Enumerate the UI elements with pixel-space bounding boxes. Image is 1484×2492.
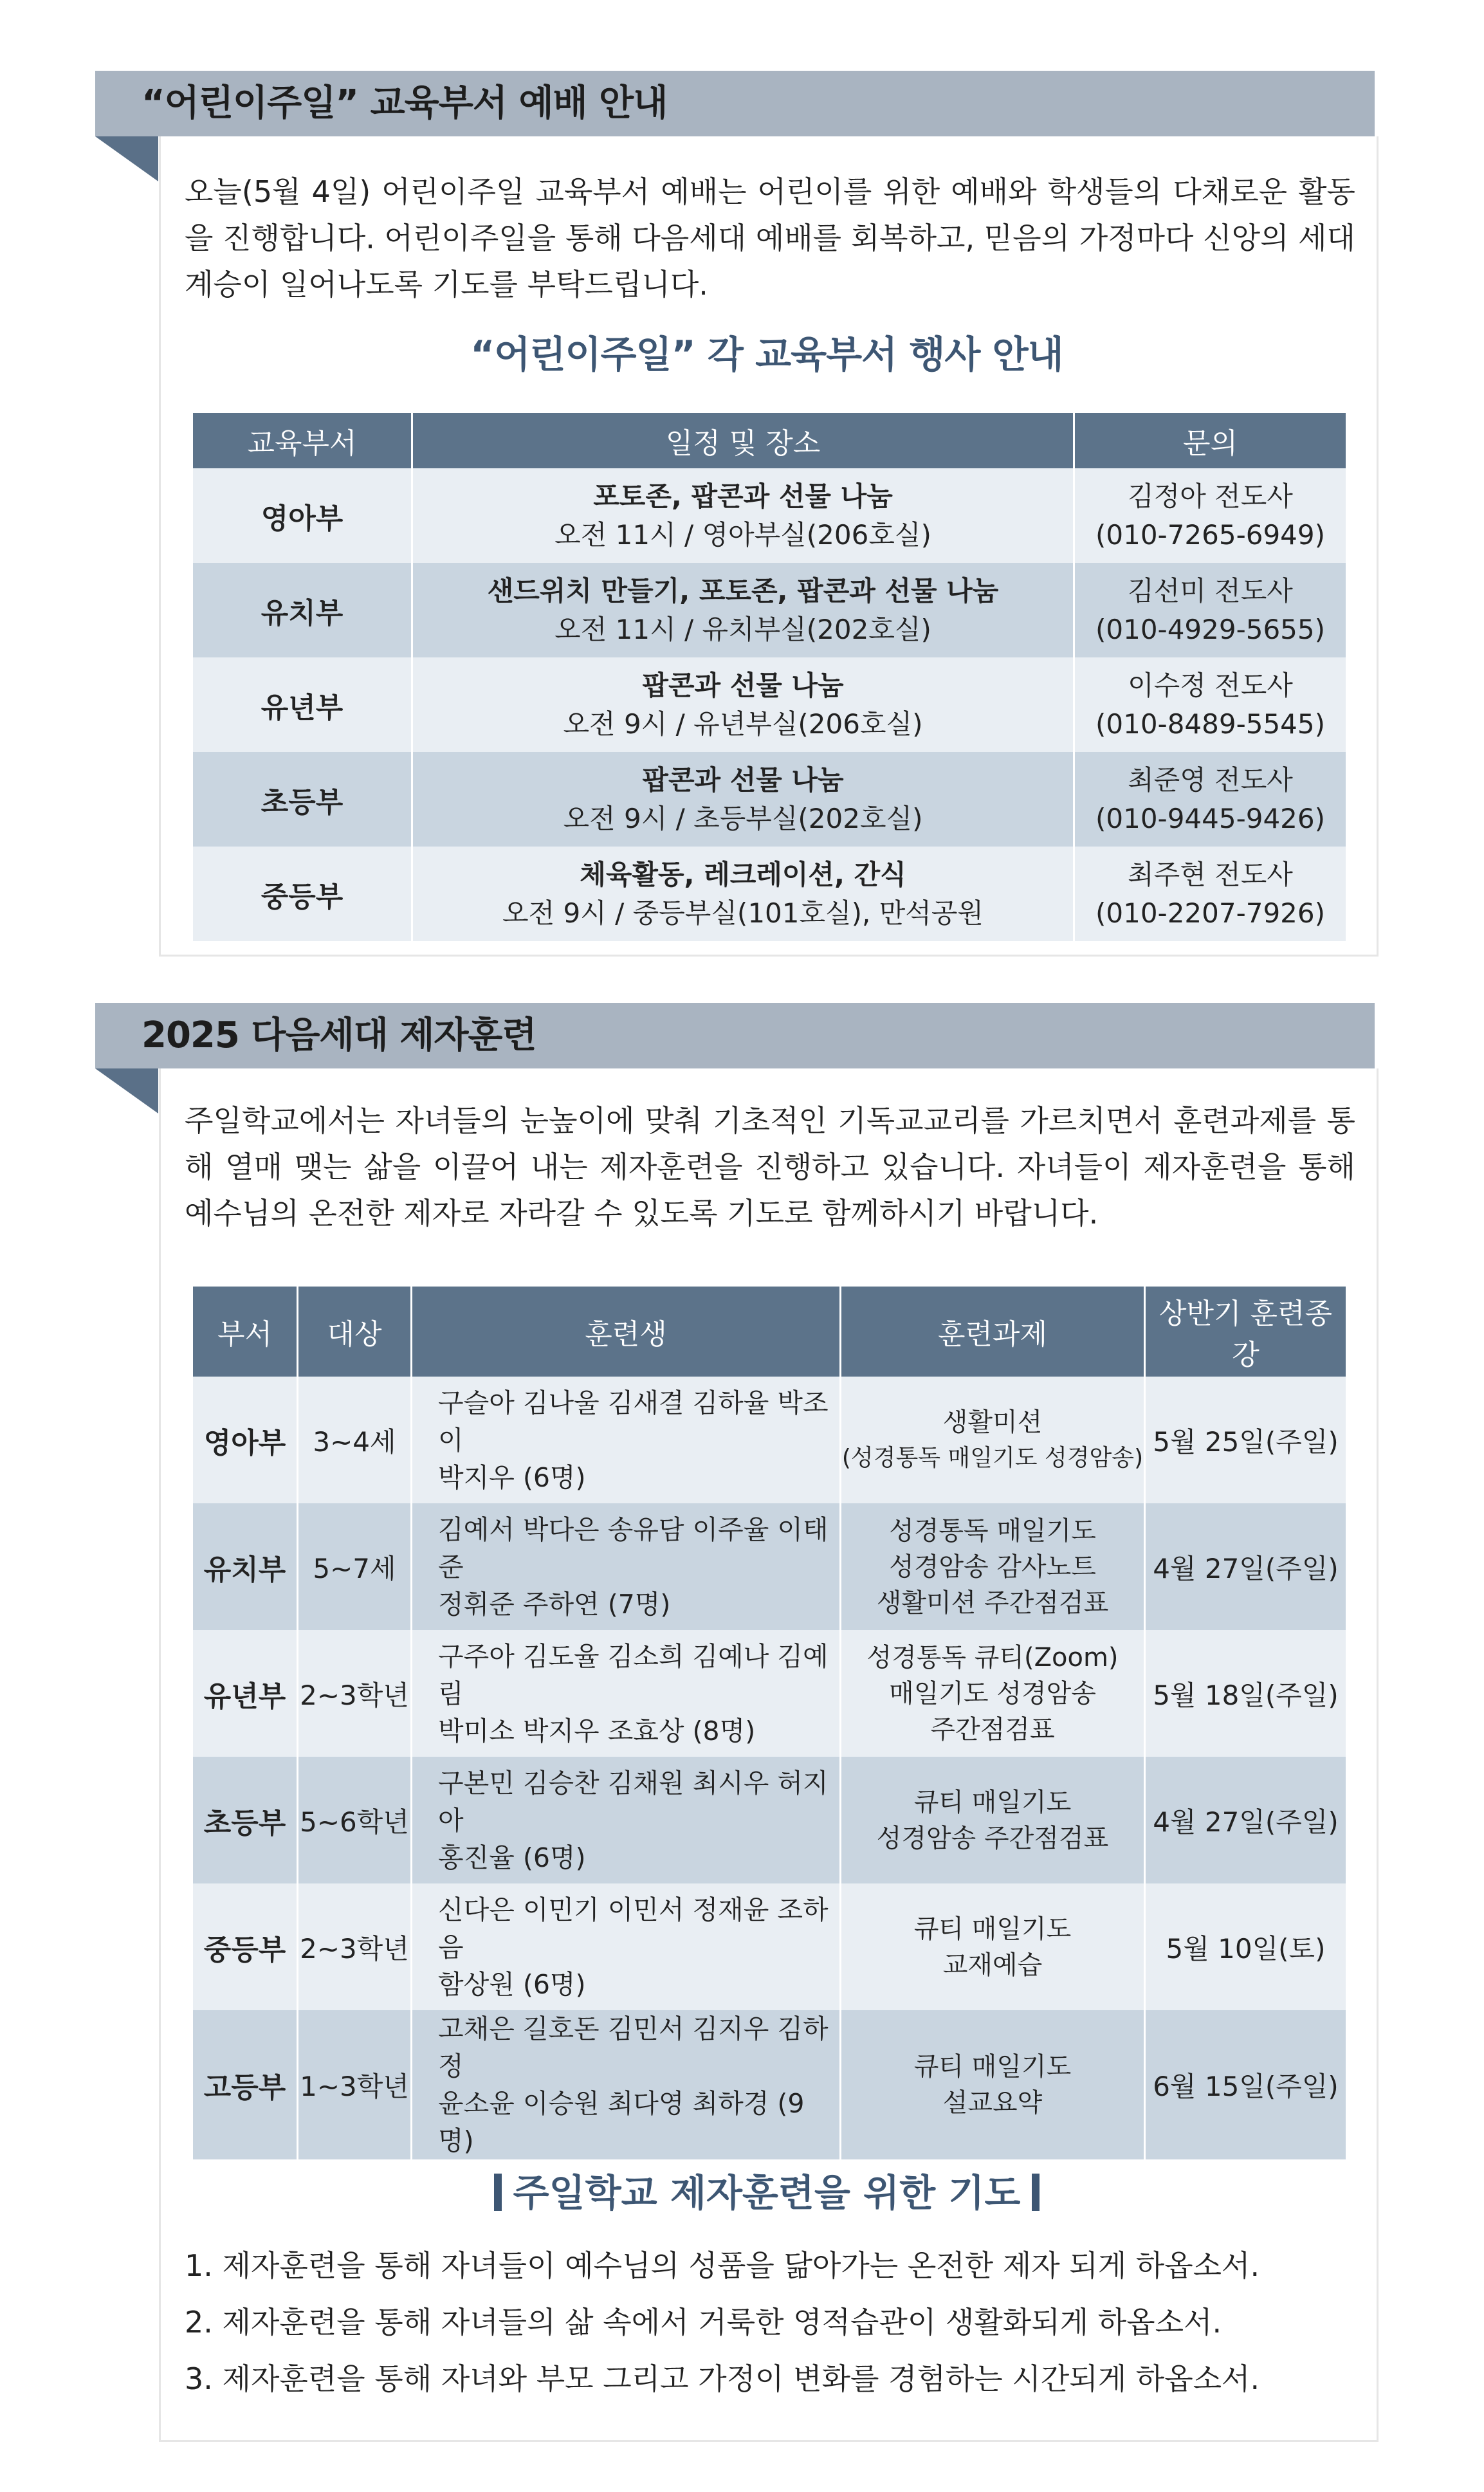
tasks-cell — [841, 1630, 1145, 1757]
target-cell: 5~6학년 — [298, 1757, 412, 1883]
task-line: 주간점검표 — [930, 1714, 1055, 1745]
header-dept: 부서 — [192, 1287, 298, 1377]
title-bar-left — [494, 2174, 502, 2211]
header-trainees: 훈련생 — [412, 1287, 841, 1377]
dept-cell: 유년부 — [192, 657, 412, 752]
task-line: 생활미션 — [942, 1407, 1043, 1437]
table-row — [192, 2010, 1347, 2159]
event-table-header — [192, 413, 1347, 468]
contact-cell — [1074, 563, 1347, 657]
header-end-date: 상반기 훈련종강 — [1145, 1287, 1347, 1377]
header-schedule: 일정 및 장소 — [412, 413, 1074, 468]
tasks-cell — [841, 1757, 1145, 1883]
contact-phone: (010-9445-9426) — [1095, 802, 1326, 834]
event-time: 오전 9시 / 중등부실(101호실), 만석공원 — [502, 897, 984, 929]
prayer-item: 3. 제자훈련을 통해 자녀와 부모 그리고 가정이 변화를 경험하는 시간되게 하옵소서. — [185, 2361, 1260, 2396]
task-line: 성경통독 큐티(Zoom) — [866, 1642, 1119, 1672]
tasks-cell — [841, 2010, 1145, 2159]
contact-cell — [1074, 847, 1347, 941]
event-name: 팝콘과 선물 나눔 — [642, 764, 844, 796]
title-bar-right — [1032, 2174, 1040, 2211]
table-row — [192, 468, 1347, 563]
trainees-line: 신다은 이민기 이민서 정재윤 조하음 — [438, 1894, 829, 1963]
target-cell: 1~3학년 — [298, 2010, 412, 2159]
task-line: 성경통독 매일기도 — [889, 1516, 1096, 1546]
trainees-line: 정휘준 주하연 (7명) — [438, 1588, 671, 1620]
contact-cell — [1074, 752, 1347, 847]
schedule-cell — [412, 657, 1074, 752]
contact-name: 최주현 전도사 — [1128, 858, 1293, 890]
dept-cell: 중등부 — [192, 1883, 298, 2010]
dept-cell: 초등부 — [192, 752, 412, 847]
contact-name: 이수정 전도사 — [1128, 669, 1293, 701]
schedule-cell — [412, 563, 1074, 657]
end-date-cell: 4월 27일(주일) — [1145, 1757, 1347, 1883]
end-date-cell: 5월 25일(주일) — [1145, 1377, 1347, 1503]
dept-cell: 유치부 — [192, 563, 412, 657]
end-date-cell: 6월 15일(주일) — [1145, 2010, 1347, 2159]
task-line: (성경통독 매일기도 성경암송) — [841, 1444, 1144, 1471]
event-name: 포토존, 팝콘과 선물 나눔 — [593, 480, 893, 512]
trainees-line: 김예서 박다은 송유담 이주율 이태준 — [438, 1514, 829, 1582]
dept-cell: 유치부 — [192, 1503, 298, 1630]
event-table — [191, 413, 1348, 941]
dept-cell: 중등부 — [192, 847, 412, 941]
tasks-cell — [841, 1377, 1145, 1503]
trainees-line: 홍진율 (6명) — [438, 1842, 586, 1873]
dept-cell: 고등부 — [192, 2010, 298, 2159]
trainees-line: 박지우 (6명) — [438, 1461, 586, 1493]
trainees-cell — [412, 1883, 841, 2010]
contact-cell — [1074, 657, 1347, 752]
end-date-cell: 4월 27일(주일) — [1145, 1503, 1347, 1630]
end-date-cell: 5월 18일(주일) — [1145, 1630, 1347, 1757]
target-cell: 2~3학년 — [298, 1630, 412, 1757]
trainees-line: 구본민 김승찬 김채원 최시우 허지아 — [438, 1767, 829, 1836]
trainees-line: 함상원 (6명) — [438, 1968, 586, 2000]
section1-intro: 오늘(5월 4일) 어린이주일 교육부서 예배는 어린이를 위한 예배와 학생들의 다채로운 활동을 진행합니다. 어린이주일을 통해 다음세대 예배를 회복하고, 믿음의 가정마다 신앙의 세대계승이 일어나도록 기도를 부탁드립니다. — [185, 174, 1355, 302]
task-line: 매일기도 성경암송 — [889, 1678, 1096, 1709]
table-row — [192, 1630, 1347, 1757]
contact-name: 김정아 전도사 — [1128, 480, 1293, 512]
prayer-item: 1. 제자훈련을 통해 자녀들이 예수님의 성품을 닮아가는 온전한 제자 되게 하옵소서. — [185, 2248, 1260, 2283]
contact-phone: (010-8489-5545) — [1095, 708, 1326, 740]
header-target: 대상 — [298, 1287, 412, 1377]
prayer-item: 2. 제자훈련을 통해 자녀들의 삶 속에서 거룩한 영적습관이 생활화되게 하옵소서. — [185, 2305, 1222, 2340]
task-line: 큐티 매일기도 — [913, 2052, 1072, 2082]
schedule-cell — [412, 847, 1074, 941]
event-time: 오전 9시 / 유년부실(206호실) — [563, 708, 923, 740]
trainees-line: 박미소 박지우 조효상 (8명) — [438, 1715, 756, 1746]
header-dept: 교육부서 — [192, 413, 412, 468]
event-name: 샌드위치 만들기, 포토존, 팝콘과 선물 나눔 — [487, 574, 999, 607]
trainees-cell — [412, 1503, 841, 1630]
section1-banner-fold — [95, 136, 158, 181]
section2-intro: 주일학교에서는 자녀들의 눈높이에 맞춰 기초적인 기독교교리를 가르치면서 훈련과제를 통해 열매 맺는 삶을 이끌어 내는 제자훈련을 진행하고 있습니다. 자녀들이 제자훈련을 통해 예수님의 온전한 제자로 자라갈 수 있도록 기도로 함께하시기 바랍니다. — [185, 1103, 1355, 1231]
task-line: 성경암송 감사노트 — [889, 1552, 1096, 1582]
schedule-cell — [412, 752, 1074, 847]
table-row — [192, 657, 1347, 752]
event-name: 체육활동, 레크레이션, 간식 — [580, 858, 906, 890]
target-cell: 5~7세 — [298, 1503, 412, 1630]
table-row — [192, 1757, 1347, 1883]
contact-name: 최준영 전도사 — [1128, 764, 1293, 796]
event-name: 팝콘과 선물 나눔 — [642, 669, 844, 701]
table-row — [192, 1377, 1347, 1503]
target-cell: 2~3학년 — [298, 1883, 412, 2010]
table-row — [192, 1883, 1347, 2010]
trainees-cell — [412, 1377, 841, 1503]
dept-cell: 영아부 — [192, 1377, 298, 1503]
section2-banner-fold — [95, 1068, 158, 1113]
training-table-header — [192, 1287, 1347, 1377]
trainees-line: 구주아 김도율 김소희 김예나 김예림 — [438, 1640, 829, 1709]
event-time: 오전 9시 / 초등부실(202호실) — [563, 802, 923, 834]
trainees-cell — [412, 2010, 841, 2159]
table-row — [192, 847, 1347, 941]
task-line: 설교요약 — [942, 2088, 1043, 2118]
tasks-cell — [841, 1503, 1145, 1630]
dept-cell: 영아부 — [192, 468, 412, 563]
task-line: 큐티 매일기도 — [913, 1787, 1072, 1817]
header-tasks: 훈련과제 — [841, 1287, 1145, 1377]
dept-cell: 유년부 — [192, 1630, 298, 1757]
dept-cell: 초등부 — [192, 1757, 298, 1883]
section2-banner — [95, 1003, 1375, 1068]
section1-banner — [95, 71, 1375, 136]
task-line: 교재예습 — [942, 1950, 1043, 1980]
trainees-line: 구슬아 김나울 김새결 김하율 박조이 — [438, 1387, 829, 1456]
table-row — [192, 1503, 1347, 1630]
section2-title: 2025 다음세대 제자훈련 — [142, 1014, 536, 1056]
event-time: 오전 11시 / 유치부실(202호실) — [554, 613, 931, 645]
header-contact: 문의 — [1074, 413, 1347, 468]
section1-title: “어린이주일” 교육부서 예배 안내 — [142, 82, 668, 124]
prayer-title — [159, 2163, 1375, 2217]
end-date-cell: 5월 10일(토) — [1145, 1883, 1347, 2010]
trainees-line: 윤소윤 이승원 최다영 최하경 (9명) — [438, 2088, 805, 2156]
target-cell: 3~4세 — [298, 1377, 412, 1503]
table-row — [192, 752, 1347, 847]
section1-subtitle: “어린이주일” 각 교육부서 행사 안내 — [470, 333, 1063, 376]
prayer-list — [185, 2237, 1355, 2407]
task-line: 성경암송 주간점검표 — [876, 1823, 1109, 1853]
task-line: 큐티 매일기도 — [913, 1914, 1072, 1944]
training-table — [191, 1287, 1348, 2159]
schedule-cell — [412, 468, 1074, 563]
contact-cell — [1074, 468, 1347, 563]
contact-name: 김선미 전도사 — [1128, 574, 1293, 607]
prayer-title-text: 주일학교 제자훈련을 위한 기도 — [513, 2171, 1021, 2215]
trainees-cell — [412, 1630, 841, 1757]
event-time: 오전 11시 / 영아부실(206호실) — [554, 518, 931, 551]
table-row — [192, 563, 1347, 657]
tasks-cell — [841, 1883, 1145, 2010]
task-line: 생활미션 주간점검표 — [876, 1588, 1109, 1618]
contact-phone: (010-4929-5655) — [1095, 613, 1326, 645]
contact-phone: (010-2207-7926) — [1095, 897, 1326, 929]
trainees-cell — [412, 1757, 841, 1883]
trainees-line: 고채은 길호돈 김민서 김지우 김하정 — [438, 2013, 829, 2082]
contact-phone: (010-7265-6949) — [1095, 518, 1326, 551]
